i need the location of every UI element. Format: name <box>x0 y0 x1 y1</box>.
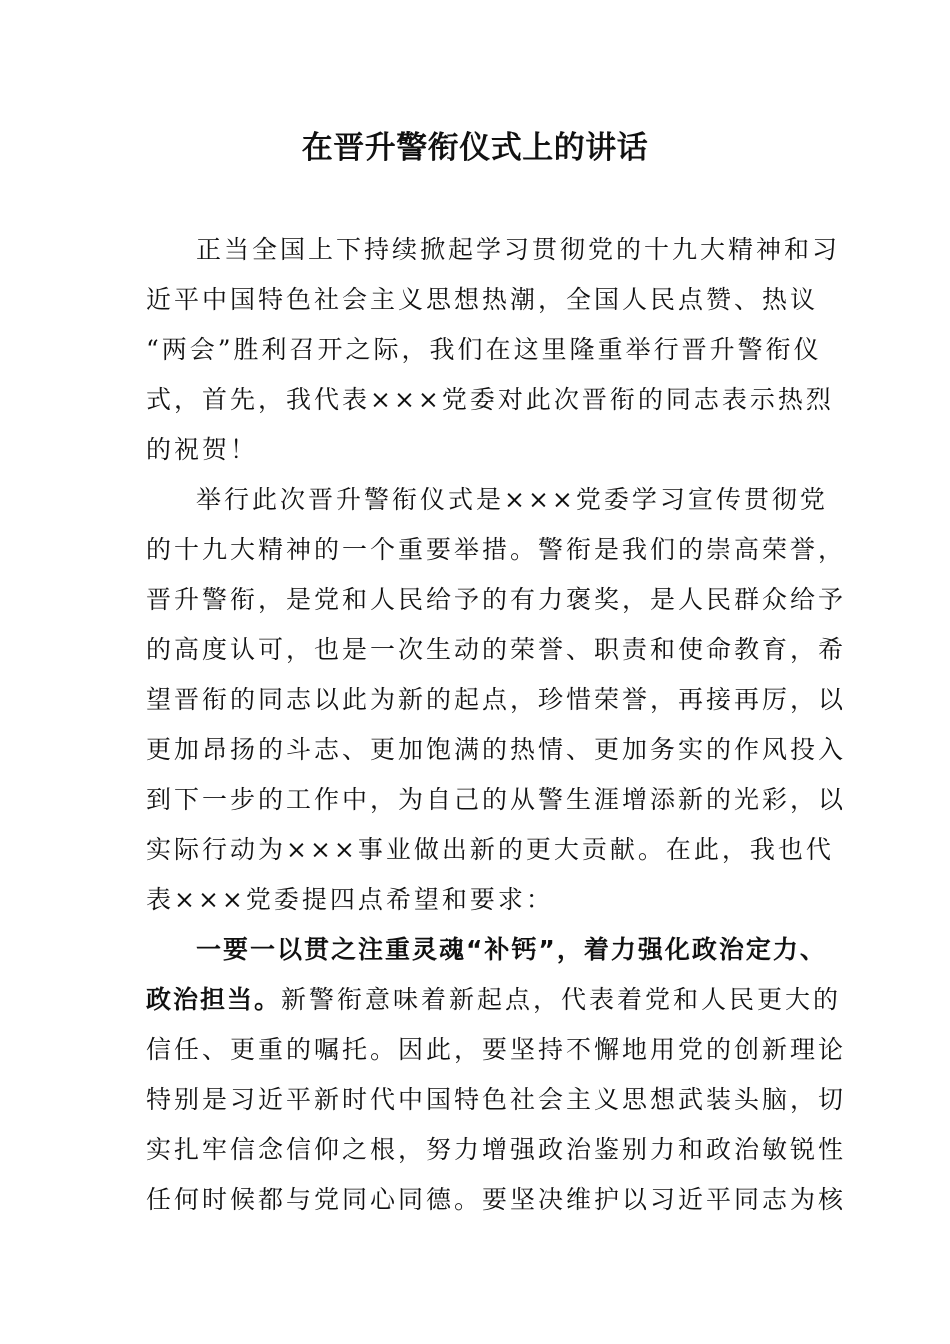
paragraph-1-line-5: 的祝贺！ <box>146 435 259 464</box>
paragraph-2-line-3: 晋升警衔，是党和人民给予的有力褒奖，是人民群众给予 <box>146 585 847 614</box>
paragraph-2-line-7: 到下一步的工作中，为自己的从警生涯增添新的光彩，以 <box>146 785 847 814</box>
paragraph-2-line-1: 举行此次晋升警衔仪式是×××党委学习宣传贯彻党 <box>196 485 828 514</box>
paragraph-1-line-4: 式，首先，我代表×××党委对此次晋衔的同志表示热烈 <box>146 385 834 414</box>
paragraph-3-line-4: 特别是习近平新时代中国特色社会主义思想武装头脑，切 <box>146 1085 847 1114</box>
paragraph-2-line-2: 的十九大精神的一个重要举措。警衔是我们的崇高荣誉， <box>146 535 847 564</box>
paragraph-2-line-6: 更加昂扬的斗志、更加饱满的热情、更加务实的作风投入 <box>146 735 847 764</box>
paragraph-2-line-4: 的高度认可，也是一次生动的荣誉、职责和使命教育，希 <box>146 635 847 664</box>
paragraph-3-line-2 <box>146 980 841 1020</box>
paragraph-1-line-3: “两会”胜利召开之际，我们在这里隆重举行晋升警衔仪 <box>146 335 822 364</box>
paragraph-1-line-1: 正当全国上下持续掀起学习贯彻党的十九大精神和习 <box>196 235 841 264</box>
paragraph-3-line-5: 实扎牢信念信仰之根，努力增强政治鉴别力和政治敏锐性 <box>146 1135 847 1164</box>
paragraph-1-line-2: 近平中国特色社会主义思想热潮，全国人民点赞、热议 <box>146 285 819 314</box>
paragraph-3-heading-line-1: 一要一以贯之注重灵魂“补钙”，着力强化政治定力、 <box>196 935 827 964</box>
paragraph-3-line-3: 信任、更重的嘱托。因此，要坚持不懈地用党的创新理论 <box>146 1035 847 1064</box>
paragraph-2-line-8: 实际行动为×××事业做出新的更大贡献。在此，我也代 <box>146 835 834 864</box>
paragraph-2-line-5: 望晋衔的同志以此为新的起点，珍惜荣誉，再接再厉，以 <box>146 685 847 714</box>
document-title: 在晋升警衔仪式上的讲话 <box>301 130 649 166</box>
paragraph-2-line-9: 表×××党委提四点希望和要求： <box>146 885 554 914</box>
paragraph-3-heading-line-2: 政治担当。 <box>146 985 282 1014</box>
paragraph-3-line-6: 任何时候都与党同心同德。要坚决维护以习近平同志为核 <box>146 1185 847 1214</box>
paragraph-3-body-start: 新警衔意味着新起点，代表着党和人民更大的 <box>281 985 842 1014</box>
